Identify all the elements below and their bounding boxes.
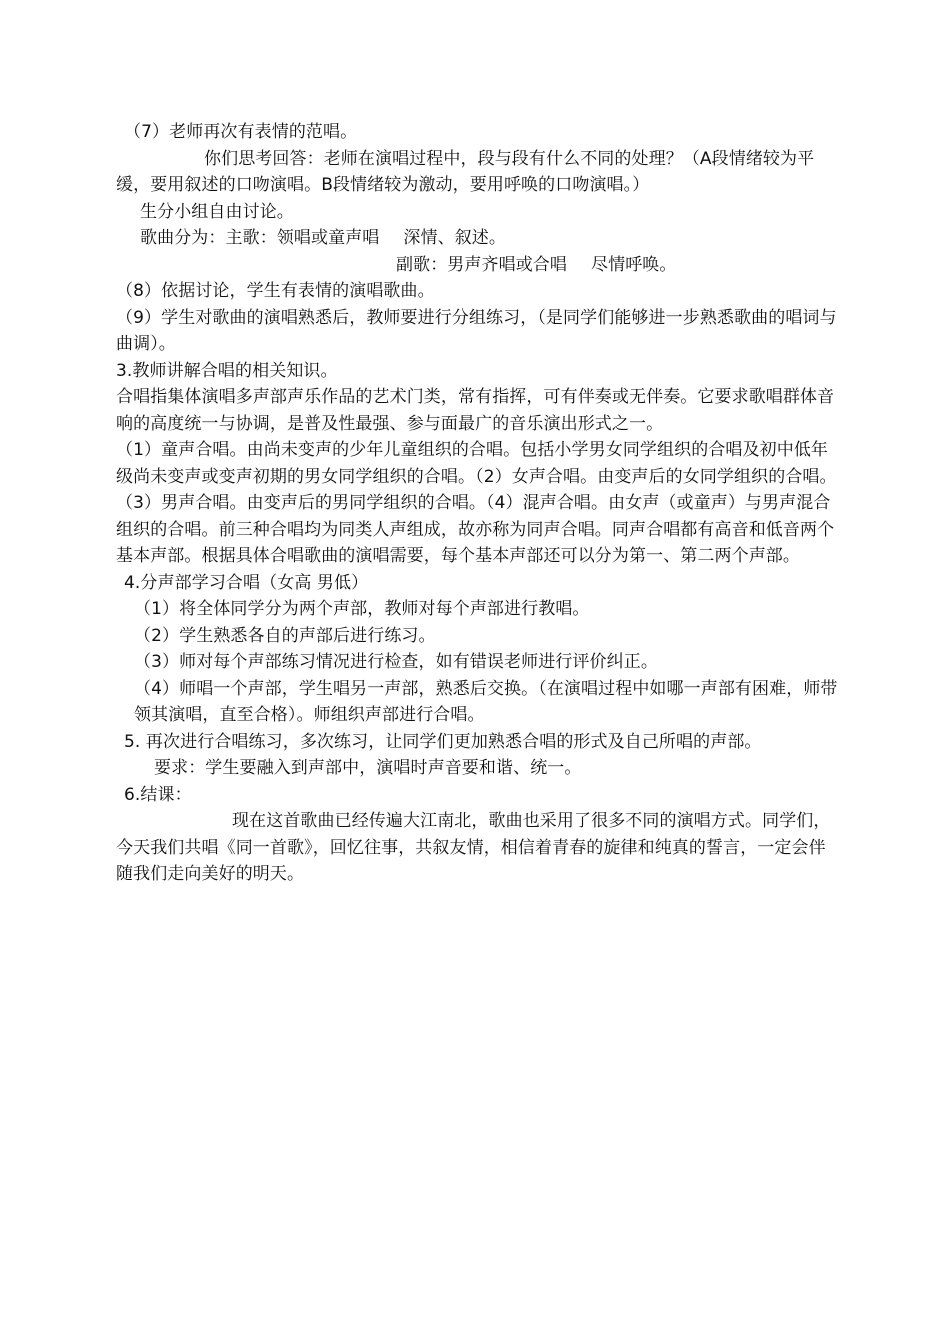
section-4-item-4: （4）师唱一个声部，学生唱另一声部，熟悉后交换。（在演唱过程中如哪一声部有困难，师带领其演唱，直至合格）。师组织声部进行合唱。 [134, 678, 838, 725]
song-structure-chorus [116, 252, 838, 279]
group-discussion: 生分小组自由讨论。 [140, 201, 294, 222]
choir-definition: 合唱指集体演唱多声部声乐作品的艺术门类，常有指挥，可有伴奏或无伴奏。它要求歌唱群体音响的高度统一与协调，是普及性最强、参与面最广的音乐演出形式之一。 [116, 387, 835, 434]
question-paragraph: 你们思考回答：老师在演唱过程中，段与段有什么不同的处理？（A段情绪较为平缓，要用叙述的口吻演唱。B段情绪较为激动，要用呼唤的口吻演唱。） [116, 148, 815, 195]
section-6-heading: 6.结课： [124, 784, 192, 805]
step-7: （7）老师再次有表情的范唱。 [124, 122, 358, 142]
song-structure-main [116, 225, 838, 252]
document-body [116, 119, 838, 888]
step-9: （9）学生对歌曲的演唱熟悉后，教师要进行分组练习，（是同学们能够进一步熟悉歌曲的唱词与曲调）。 [116, 307, 837, 354]
main-part-mood: 深情、叙述。 [403, 228, 507, 248]
main-part-label: 歌曲分为：主歌：领唱或童声唱 [140, 228, 380, 248]
section-4-item-2: （2）学生熟悉各自的声部后进行练习。 [134, 625, 436, 646]
chorus-part-mood: 尽情呼唤。 [591, 254, 677, 275]
chorus-part-label: 副歌：男声齐唱或合唱 [396, 254, 567, 275]
section-5-requirement: 要求：学生要融入到声部中，演唱时声音要和谐、统一。 [154, 758, 582, 778]
step-8: （8）依据讨论，学生有表情的演唱歌曲。 [116, 281, 435, 301]
section-5-heading: 5. 再次进行合唱练习，多次练习，让同学们更加熟悉合唱的形式及自己所唱的声部。 [124, 731, 762, 752]
closing-paragraph: 现在这首歌曲已经传遍大江南北，歌曲也采用了很多不同的演唱方式。同学们，今天我们共唱《同一首歌》，回忆往事，共叙友情，相信着青春的旋律和纯真的誓言，一定会伴随我们走向美好的明天。 [116, 811, 831, 884]
section-4-heading: 4.分声部学习合唱（女高 男低） [124, 572, 369, 593]
section-3-heading: 3.教师讲解合唱的相关知识。 [116, 360, 338, 381]
choir-types-paragraph: （1）童声合唱。由尚未变声的少年儿童组织的合唱。包括小学男女同学组织的合唱及初中低年级尚未变声或变声初期的男女同学组织的合唱。（2）女声合唱。由变声后的女同学组织的合唱。（3）男声合唱。由变声后的男同学组织的合唱。（4）混声合唱。由女声（或童声）与男声混合组织的合唱。前三种合唱均为同类人声组成，故亦称为同声合唱。同声合唱都有高音和低音两个基本声部。根据具体合唱歌曲的演唱需要，每个基本声部还可以分为第一、第二两个声部。 [116, 440, 837, 566]
section-4-item-3: （3）师对每个声部练习情况进行检查，如有错误老师进行评价纠正。 [134, 652, 658, 672]
section-4-item-1: （1）将全体同学分为两个声部，教师对每个声部进行教唱。 [134, 599, 590, 619]
